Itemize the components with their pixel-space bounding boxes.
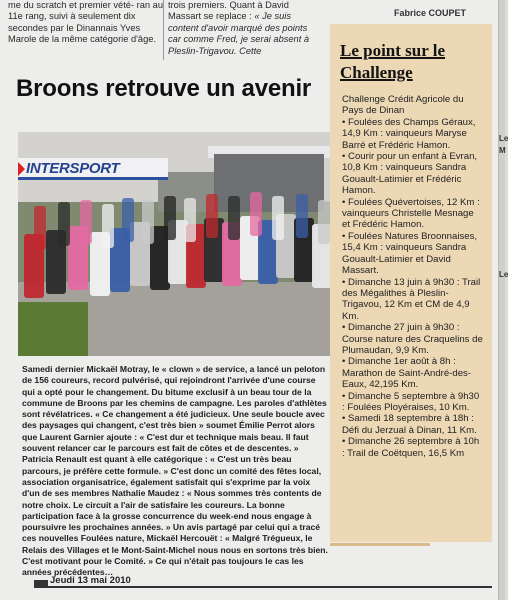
runner-figure bbox=[184, 198, 196, 242]
sidebar-line: • Dimanche 1er août à 8h : Marathon de Saint-André-des-Eaux, 42,195 Km. bbox=[342, 356, 472, 391]
sponsor-logo-text: INTERSPORT bbox=[26, 160, 120, 177]
runner-figure bbox=[122, 198, 134, 242]
runner-figure bbox=[102, 204, 114, 248]
sidebar-line: • Dimanche 13 juin à 9h30 : Trail des Mégalithes à Pleslin-Trigavou, 12 Km et CM de 4,9 Km. bbox=[342, 276, 481, 322]
photo-caption-article: Samedi dernier Mickaël Motray, le « clown » de service, a lancé un peloton de 156 coureurs, record pulvérisé, qui rejoindront l'arrivée d'une course qui a opté pour le changement. Du bitume exclusif à un beau tour de la commune de Broons par les chemins de campagne. Les paroles d'athlètes sont révélatrices. « Ce changement a été judicieux. Une seule boucle avec des paysages qui changent, c'est très bien » soumet Émilie Perrot alors que Laurent Garnier ajoute : « C'est dur et technique mais beau. Il faut souvent relancer car le parcours est fait de côtes et de descentes. » Patricia Renault est quant à elle catégorique : « C'est un très beau parcours, je préfère cette formule. » C'est donc un comité des fêtes local, association organisatrice, également satisfait qui s'exprime par la voix d'un de ses membres Nathalie Maudez : « Nous sommes très contents de notre choix. Le circuit a l'air de satisfaire les coureurs. La bonne participation face à la grosse concurrence du week-end nous engage à poursuivre les prochaines années. » Un avis partagé par celui qui a tracé ces nouvelles Foulées nature, Mickaël Hercouët : « Malgré Trégueux, le Relais des Villages et le Mont-Saint-Michel nous nous en sortons très bien. C'est motivant pour le Comité. » Ce qui n'était pas toujours le cas les années précédentes… bbox=[22, 364, 328, 578]
sidebar-body bbox=[342, 94, 484, 459]
runner-figure bbox=[228, 196, 240, 240]
sidebar-title: Le point sur le Challenge bbox=[340, 41, 446, 82]
runner-figure bbox=[80, 200, 92, 244]
intro-column-2-lead: trois premiers. Quant à David Massart se replace : bbox=[168, 0, 289, 22]
runner-figure bbox=[318, 200, 330, 244]
intro-column-2-quote: « Je suis content d'avoir marqué des points car comme Fred, je serai absent à Pleslin-Trigavou. Cette bbox=[168, 11, 310, 56]
sponsor-banner bbox=[18, 158, 168, 180]
sidebar-line: • Foulées Natures Broonnaises, 15,4 Km : vainqueurs Sandra Gouault-Latimier et David Massart. bbox=[342, 230, 478, 277]
sidebar-bottom-edge bbox=[330, 543, 430, 546]
sidebar-line: • Foulées des Champs Géraux, 14,9 Km : vainqueurs Maryse Barré et Frédéric Hamon. bbox=[342, 116, 476, 151]
photo-grass bbox=[18, 302, 88, 356]
article-headline: Broons retrouve un avenir bbox=[16, 75, 312, 102]
column-divider bbox=[163, 0, 164, 60]
edge-letters: M bbox=[499, 146, 506, 155]
sidebar-line: Challenge Crédit Agricole du Pays de Dinan bbox=[342, 94, 464, 117]
sidebar-line: • Courir pour un enfant à Evran, 10,8 Km : vainqueurs Sandra Gouault-Latimier et Frédéric Hamon. bbox=[342, 151, 478, 197]
byline: Fabrice COUPET bbox=[394, 8, 467, 18]
runner-figure bbox=[206, 194, 218, 238]
sidebar-line: • Dimanche 27 juin à 9h30 : Course nature des Craquelins de Plumaudan, 9,9 Km. bbox=[342, 322, 483, 356]
footer-rule bbox=[34, 586, 492, 588]
runner-figure bbox=[58, 202, 70, 246]
runner-figure bbox=[250, 192, 262, 236]
sponsor-chevron-icon bbox=[18, 162, 25, 176]
sidebar-line: • Foulées Quévertoises, 12 Km : vainqueurs Christelle Mesnage et Frédéric Hamon. bbox=[342, 196, 480, 231]
runner-figure bbox=[164, 196, 176, 240]
runner-figure bbox=[296, 194, 308, 238]
adjacent-page-edge bbox=[498, 0, 508, 600]
intro-column-2 bbox=[168, 0, 320, 57]
runner-figure bbox=[34, 206, 46, 250]
intro-column-1: me du scratch et premier vété- ran au 11e rang, suivi à seulement dix secondes par le Dinannais Yves Marole de la même catégorie d'âge. bbox=[8, 0, 164, 45]
footer-date: Jeudi 13 mai 2010 bbox=[50, 575, 131, 586]
edge-letters: Le bbox=[499, 270, 508, 279]
sidebar-line: • Samedi 18 septembre à 18h : Défi du Jerzual à Dinan, 11 Km. bbox=[342, 413, 477, 436]
edge-letters: Le bbox=[499, 134, 508, 143]
sidebar-line: • Dimanche 26 septembre à 10h : Trail de Coëtquen, 16,5 Km bbox=[342, 436, 480, 459]
runner-figure bbox=[142, 200, 154, 244]
race-photo bbox=[18, 132, 336, 356]
sidebar-line: • Dimanche 5 septembre à 9h30 : Foulées Ployéraises, 10 Km. bbox=[342, 390, 480, 413]
runner-figure bbox=[272, 196, 284, 240]
